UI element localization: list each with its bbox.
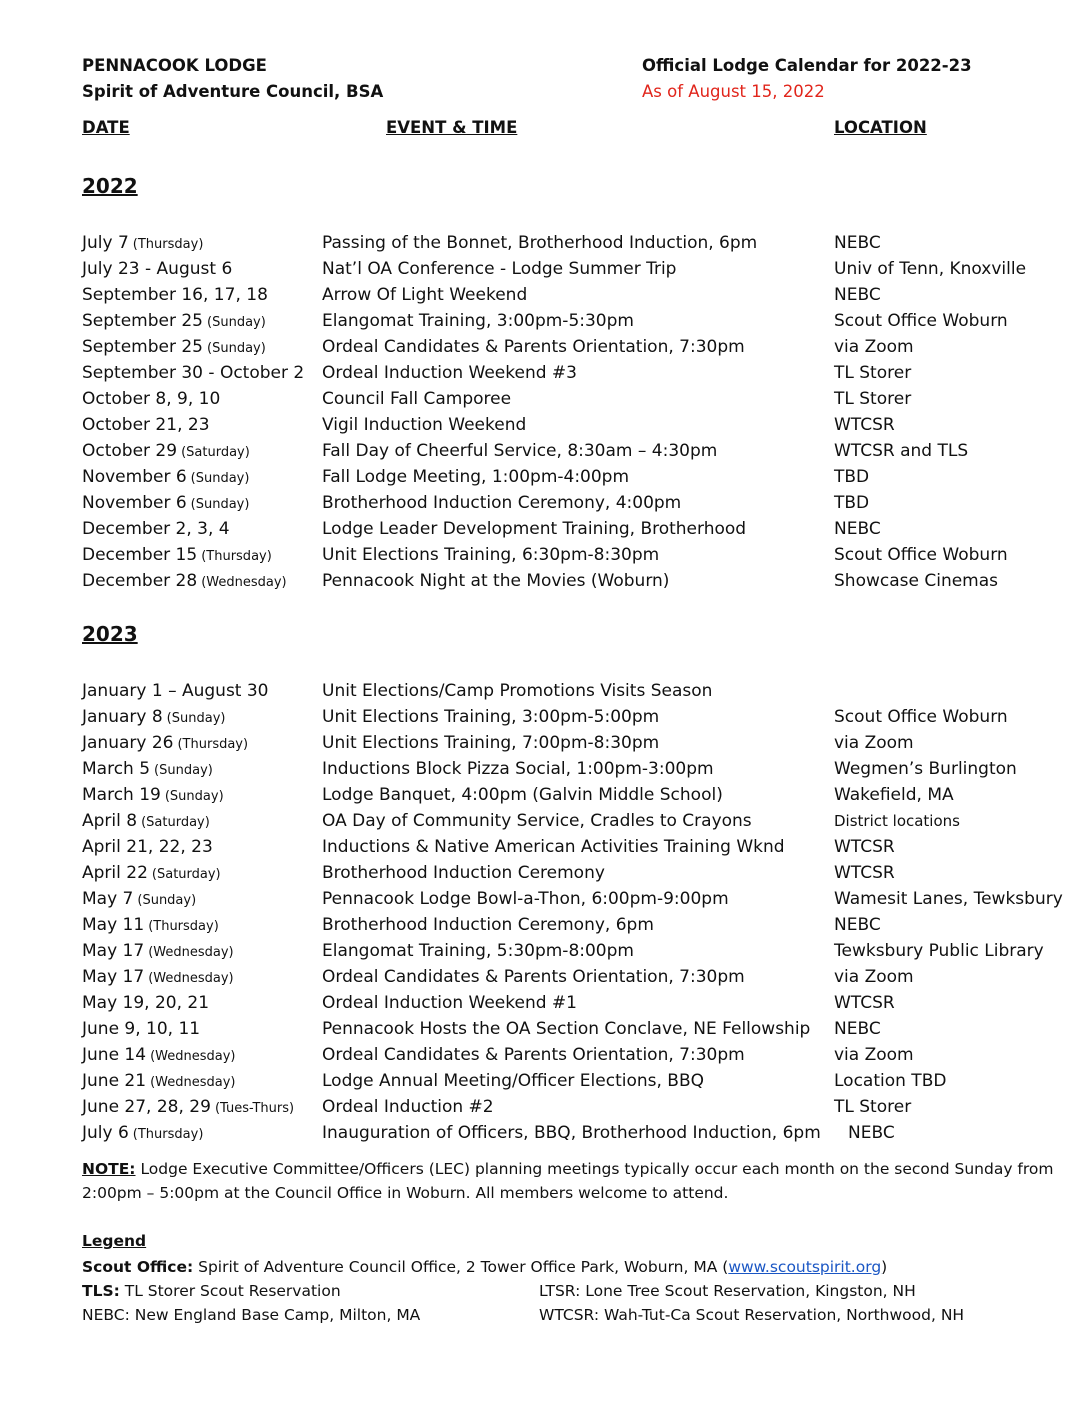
event-weekday: (Wednesday) (150, 1075, 236, 1090)
event-location: Location TBD (834, 1071, 947, 1091)
event-weekday: (Sunday) (137, 893, 197, 908)
event-title: Nat’l OA Conference - Lodge Summer Trip (322, 259, 677, 279)
event-location: via Zoom (834, 1045, 914, 1065)
event-location: WTCSR and TLS (834, 441, 969, 461)
event-date (82, 568, 287, 596)
event-row (82, 256, 1082, 282)
event-date (82, 678, 269, 704)
event-title: Ordeal Induction #2 (322, 1097, 494, 1117)
event-row (82, 568, 1082, 594)
event-weekday: (Sunday) (207, 341, 266, 356)
event-row (82, 464, 1082, 490)
event-date (82, 1120, 203, 1148)
event-title: Council Fall Camporee (322, 389, 512, 409)
event-location: Wamesit Lanes, Tewksbury (834, 889, 1063, 909)
event-row (82, 1068, 1082, 1094)
event-weekday: (Thursday) (148, 919, 219, 934)
legend-ltsr: LTSR: Lone Tree Scout Reservation, Kingston, NH (539, 1282, 916, 1300)
event-row (82, 1094, 1082, 1120)
legend (82, 1255, 1082, 1327)
event-location: Scout Office Woburn (834, 545, 1008, 565)
column-header-location: LOCATION (834, 118, 927, 137)
event-date-text: May 7 (82, 889, 134, 909)
events-2022 (82, 230, 1082, 594)
event-date (82, 860, 221, 888)
event-date-text: September 25 (82, 311, 204, 331)
event-date-text: December 15 (82, 545, 198, 565)
event-date-text: November 6 (82, 493, 187, 513)
event-date (82, 1042, 235, 1070)
event-location: WTCSR (834, 415, 895, 435)
legend-text-tls: TL Storer Scout Reservation (119, 1282, 341, 1300)
event-date-text: September 16, 17, 18 (82, 285, 268, 305)
event-date (82, 964, 234, 992)
event-date-text: June 21 (82, 1071, 147, 1091)
event-location: Tewksbury Public Library (834, 941, 1044, 961)
event-row (82, 412, 1082, 438)
event-row (82, 730, 1082, 756)
event-location: Scout Office Woburn (834, 311, 1008, 331)
event-location: via Zoom (834, 337, 914, 357)
event-location: NEBC (834, 519, 881, 539)
event-date (82, 782, 224, 810)
event-date-text: June 14 (82, 1045, 147, 1065)
event-title: Pennacook Hosts the OA Section Conclave, NE Fellowship (322, 1019, 811, 1039)
event-date-text: November 6 (82, 467, 187, 487)
event-date-text: January 8 (82, 707, 163, 727)
event-title: Passing of the Bonnet, Brotherhood Induction, 6pm (322, 233, 758, 253)
event-title: Inductions & Native American Activities Training Wknd (322, 837, 785, 857)
event-weekday: (Wednesday) (148, 945, 234, 960)
event-date (82, 412, 210, 438)
event-date-text: October 8, 9, 10 (82, 389, 221, 409)
event-title: Pennacook Night at the Movies (Woburn) (322, 571, 670, 591)
event-location: NEBC (848, 1123, 895, 1143)
event-location: WTCSR (834, 993, 895, 1013)
legend-nebc: NEBC: New England Base Camp, Milton, MA (82, 1306, 421, 1324)
event-date-text: January 26 (82, 733, 174, 753)
event-date (82, 756, 213, 784)
event-location: WTCSR (834, 863, 895, 883)
column-header-event: EVENT & TIME (386, 118, 518, 137)
event-title: Inauguration of Officers, BBQ, Brotherhood Induction, 6pm (322, 1123, 821, 1143)
event-title: Elangomat Training, 5:30pm-8:00pm (322, 941, 634, 961)
event-row (82, 678, 1082, 704)
event-title: Lodge Banquet, 4:00pm (Galvin Middle School) (322, 785, 723, 805)
event-date (82, 230, 203, 258)
event-date-text: October 29 (82, 441, 178, 461)
event-date-text: October 21, 23 (82, 415, 210, 435)
event-date-text: April 8 (82, 811, 138, 831)
event-location: Univ of Tenn, Knoxville (834, 259, 1027, 279)
event-date (82, 1016, 200, 1042)
event-title: Vigil Induction Weekend (322, 415, 527, 435)
event-date (82, 886, 196, 914)
event-row (82, 490, 1082, 516)
event-weekday: (Wednesday) (150, 1049, 236, 1064)
legend-paren-close: ) (881, 1258, 888, 1276)
event-weekday: (Saturday) (141, 815, 210, 830)
event-row (82, 230, 1082, 256)
event-row (82, 334, 1082, 360)
event-row (82, 308, 1082, 334)
event-row (82, 1042, 1082, 1068)
event-weekday: (Sunday) (164, 789, 224, 804)
event-title: Inductions Block Pizza Social, 1:00pm-3:00pm (322, 759, 714, 779)
event-row (82, 756, 1082, 782)
event-date-text: January 1 – August 30 (82, 681, 269, 701)
event-location: NEBC (834, 1019, 881, 1039)
event-date-text: June 27, 28, 29 (82, 1097, 211, 1117)
event-title: Unit Elections Training, 3:00pm-5:00pm (322, 707, 660, 727)
event-date (82, 704, 225, 732)
event-date-text: June 9, 10, 11 (82, 1019, 201, 1039)
event-date-text: April 21, 22, 23 (82, 837, 213, 857)
event-row (82, 808, 1082, 834)
event-date (82, 438, 250, 466)
council-name: Spirit of Adventure Council, BSA (82, 82, 384, 101)
event-weekday: (Thursday) (201, 549, 272, 564)
event-date (82, 730, 248, 758)
legend-wtcsr: WTCSR: Wah-Tut-Ca Scout Reservation, Northwood, NH (539, 1306, 965, 1324)
event-weekday: (Wednesday) (148, 971, 234, 986)
event-weekday: (Saturday) (181, 445, 250, 460)
event-date (82, 1068, 235, 1096)
event-row (82, 282, 1082, 308)
event-location: District locations (834, 812, 960, 830)
event-weekday: (Wednesday) (201, 575, 287, 590)
as-of-date: As of August 15, 2022 (642, 82, 825, 101)
event-date-text: December 2, 3, 4 (82, 519, 230, 539)
event-row (82, 860, 1082, 886)
event-location: Wegmen’s Burlington (834, 759, 1017, 779)
legend-line-tls-ltsr (82, 1279, 1082, 1303)
scoutspirit-link[interactable]: www.scoutspirit.org (728, 1258, 882, 1276)
event-location: NEBC (834, 233, 881, 253)
event-date (82, 1094, 294, 1122)
event-date (82, 360, 304, 386)
event-weekday: (Saturday) (151, 867, 221, 882)
legend-line-scout-office (82, 1255, 1082, 1279)
event-weekday: (Thursday) (132, 1127, 204, 1142)
event-weekday: (Thursday) (132, 237, 204, 252)
event-date-text: May 17 (82, 941, 145, 961)
event-row (82, 516, 1082, 542)
org-name: PENNACOOK LODGE (82, 56, 267, 75)
event-title: Ordeal Candidates & Parents Orientation, 7:30pm (322, 1045, 745, 1065)
event-date (82, 386, 220, 412)
event-date-text: March 19 (82, 785, 161, 805)
event-row (82, 886, 1082, 912)
event-title: Arrow Of Light Weekend (322, 285, 528, 305)
year-heading-2023: 2023 (82, 622, 138, 646)
event-date (82, 308, 266, 336)
event-date (82, 542, 272, 570)
event-date (82, 912, 219, 940)
event-row (82, 386, 1082, 412)
event-title: Ordeal Candidates & Parents Orientation, 7:30pm (322, 337, 745, 357)
event-title: Brotherhood Induction Ceremony, 4:00pm (322, 493, 682, 513)
event-row (82, 438, 1082, 464)
event-title: Pennacook Lodge Bowl-a-Thon, 6:00pm-9:00pm (322, 889, 729, 909)
event-date (82, 334, 266, 362)
event-title: OA Day of Community Service, Cradles to Crayons (322, 811, 752, 831)
event-weekday: (Sunday) (190, 471, 250, 486)
event-location: Scout Office Woburn (834, 707, 1008, 727)
note-text: Lodge Executive Committee/Officers (LEC) planning meetings typically occur each month on the second Sunday from 2:00pm – 5:00pm at the Council Office in Woburn. All members welcome to attend. (82, 1160, 1054, 1202)
event-location: Showcase Cinemas (834, 571, 999, 591)
calendar-title: Official Lodge Calendar for 2022-23 (642, 56, 972, 75)
event-title: Unit Elections Training, 6:30pm-8:30pm (322, 545, 660, 565)
event-location: TBD (834, 493, 870, 513)
year-heading-2022: 2022 (82, 174, 138, 198)
event-location: NEBC (834, 285, 881, 305)
legend-title: Legend (82, 1232, 147, 1250)
event-weekday: (Sunday) (207, 315, 266, 330)
event-title: Fall Lodge Meeting, 1:00pm-4:00pm (322, 467, 630, 487)
event-row (82, 1016, 1082, 1042)
event-date-text: September 25 (82, 337, 204, 357)
event-title: Lodge Annual Meeting/Officer Elections, BBQ (322, 1071, 705, 1091)
column-header-date: DATE (82, 118, 130, 137)
event-row (82, 542, 1082, 568)
event-date (82, 990, 209, 1016)
event-location: via Zoom (834, 733, 914, 753)
event-date-text: July 7 (82, 233, 129, 253)
event-title: Ordeal Candidates & Parents Orientation, 7:30pm (322, 967, 745, 987)
event-weekday: (Sunday) (166, 711, 226, 726)
event-title: Elangomat Training, 3:00pm-5:30pm (322, 311, 634, 331)
legend-line-nebc-wtcsr (82, 1303, 1082, 1327)
event-title: Unit Elections/Camp Promotions Visits Season (322, 681, 713, 701)
event-location: TL Storer (834, 363, 912, 383)
note (82, 1157, 1072, 1205)
event-title: Ordeal Induction Weekend #3 (322, 363, 577, 383)
event-location: TBD (834, 467, 870, 487)
event-date-text: July 6 (82, 1123, 129, 1143)
events-2023 (82, 678, 1082, 1146)
event-date-text: July 23 - August 6 (82, 259, 233, 279)
event-weekday: (Tues-Thurs) (214, 1101, 295, 1116)
event-row (82, 912, 1082, 938)
note-label: NOTE: (82, 1160, 136, 1178)
legend-key-scout-office: Scout Office: (82, 1258, 194, 1276)
event-row (82, 1120, 1082, 1146)
event-weekday: (Thursday) (177, 737, 249, 752)
event-row (82, 782, 1082, 808)
event-title: Fall Day of Cheerful Service, 8:30am – 4:30pm (322, 441, 718, 461)
legend-key-tls: TLS: (82, 1282, 120, 1300)
event-date (82, 282, 268, 308)
event-row (82, 964, 1082, 990)
event-location: TL Storer (834, 389, 912, 409)
event-date-text: March 5 (82, 759, 151, 779)
event-date (82, 490, 249, 518)
event-location: TL Storer (834, 1097, 912, 1117)
event-location: via Zoom (834, 967, 914, 987)
event-location: Wakefield, MA (834, 785, 954, 805)
event-row (82, 704, 1082, 730)
event-title: Ordeal Induction Weekend #1 (322, 993, 577, 1013)
event-date-text: December 28 (82, 571, 198, 591)
event-location: WTCSR (834, 837, 895, 857)
event-date (82, 834, 213, 860)
event-location: NEBC (834, 915, 881, 935)
event-row (82, 990, 1082, 1016)
event-date (82, 938, 234, 966)
event-title: Brotherhood Induction Ceremony (322, 863, 605, 883)
event-date-text: April 22 (82, 863, 148, 883)
event-date-text: May 19, 20, 21 (82, 993, 210, 1013)
event-title: Unit Elections Training, 7:00pm-8:30pm (322, 733, 660, 753)
event-date (82, 516, 230, 542)
event-weekday: (Sunday) (154, 763, 213, 778)
event-date-text: May 11 (82, 915, 145, 935)
event-row (82, 938, 1082, 964)
event-row (82, 360, 1082, 386)
event-date-text: May 17 (82, 967, 145, 987)
event-date (82, 464, 249, 492)
event-row (82, 834, 1082, 860)
event-date (82, 256, 232, 282)
legend-text-scout-office: Spirit of Adventure Council Office, 2 Tower Office Park, Woburn, MA ( (193, 1258, 729, 1276)
event-title: Brotherhood Induction Ceremony, 6pm (322, 915, 654, 935)
event-title: Lodge Leader Development Training, Brotherhood (322, 519, 747, 539)
event-date (82, 808, 210, 836)
event-weekday: (Sunday) (190, 497, 250, 512)
event-date-text: September 30 - October 2 (82, 363, 305, 383)
